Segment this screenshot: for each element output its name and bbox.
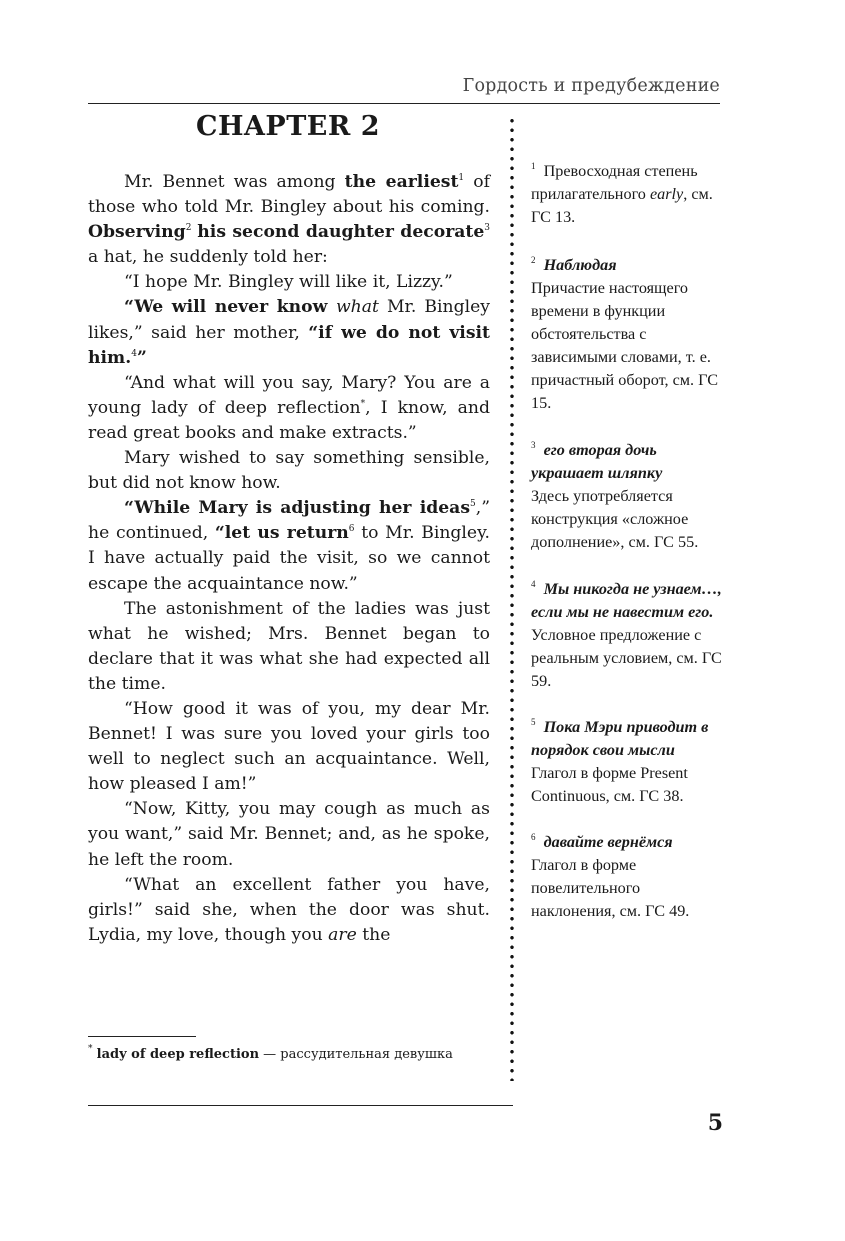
dotted-separator (509, 116, 515, 1081)
paragraph: “How good it was of you, my dear Mr. Bennet! I was sure you loved your girls too well to neglect such an acquaintance. Well, how pleased I am!” (88, 698, 490, 795)
footnote: * lady of deep reflection — рассудительная девушка (88, 1044, 453, 1062)
main-text (88, 170, 490, 948)
paragraph: “While Mary is adjusting her ideas$^5$,” he continued, “let us return$^6$ to Mr. Bingley. I have actually paid the visit, so we cannot escape the acquaintance now.” (88, 498, 490, 594)
paragraph: The astonishment of the ladies was just what he wished; Mrs. Bennet began to declare that it was what she had expected all the time. (88, 598, 490, 694)
paragraph: “What an excellent father you have, girls!” said she, when the door was shut. Lydia, my love, though you are the (88, 874, 490, 945)
footnote-rule (88, 1036, 196, 1037)
margin-note: $^1$ Превосходная степень прилагательного early, см. ГС 13. (531, 161, 713, 226)
header-rule (88, 103, 720, 104)
paragraph: “And what will you say, Mary? You are a young lady of deep reflection*, I know, and read great books and make extracts.” (88, 372, 490, 443)
bottom-rule (88, 1105, 513, 1106)
margin-note: $^3$ его вторая дочь украшает шляпку Здесь употребляется конструкция «сложное дополнение», см. ГС 55. (531, 440, 699, 551)
running-title: Гордость и предубеждение (462, 76, 720, 96)
margin-note: $^6$ давайте вернёмся Глагол в форме повелительного наклонения, см. ГС 49. (531, 832, 690, 920)
paragraph: “I hope Mr. Bingley will like it, Lizzy.” (124, 272, 453, 293)
chapter-title: CHAPTER 2 (195, 111, 381, 142)
margin-note: $^2$ Наблюдая Причастие настоящего времени в функции обстоятельства с зависимыми словами, т. е. причастный оборот, см. ГС 15. (531, 255, 719, 412)
margin-note: $^4$ Мы никогда не узнаем…, если мы не навестим его. Условное предложение с реальным условием, см. ГС 59. (531, 579, 722, 690)
paragraph: “We will never know what Mr. Bingley likes,” said her mother, “if we do not visit him.$^4$” (88, 297, 490, 368)
margin-notes (531, 160, 723, 923)
paragraph: “Now, Kitty, you may cough as much as you want,” said Mr. Bennet; and, as he spoke, he left the room. (88, 799, 490, 870)
margin-note: $^5$ Пока Мэри приводит в порядок свои мысли Глагол в форме Present Continuous, см. ГС 38. (531, 717, 709, 805)
page-number: 5 (707, 1110, 723, 1136)
paragraph: Mr. Bennet was among the earliest$^1$ of those who told Mr. Bingley about his coming. Observing$^2$ his second daughter decorate$^3$ a hat, he suddenly told her: (88, 172, 490, 268)
paragraph: Mary wished to say something sensible, but did not know how. (88, 448, 490, 494)
